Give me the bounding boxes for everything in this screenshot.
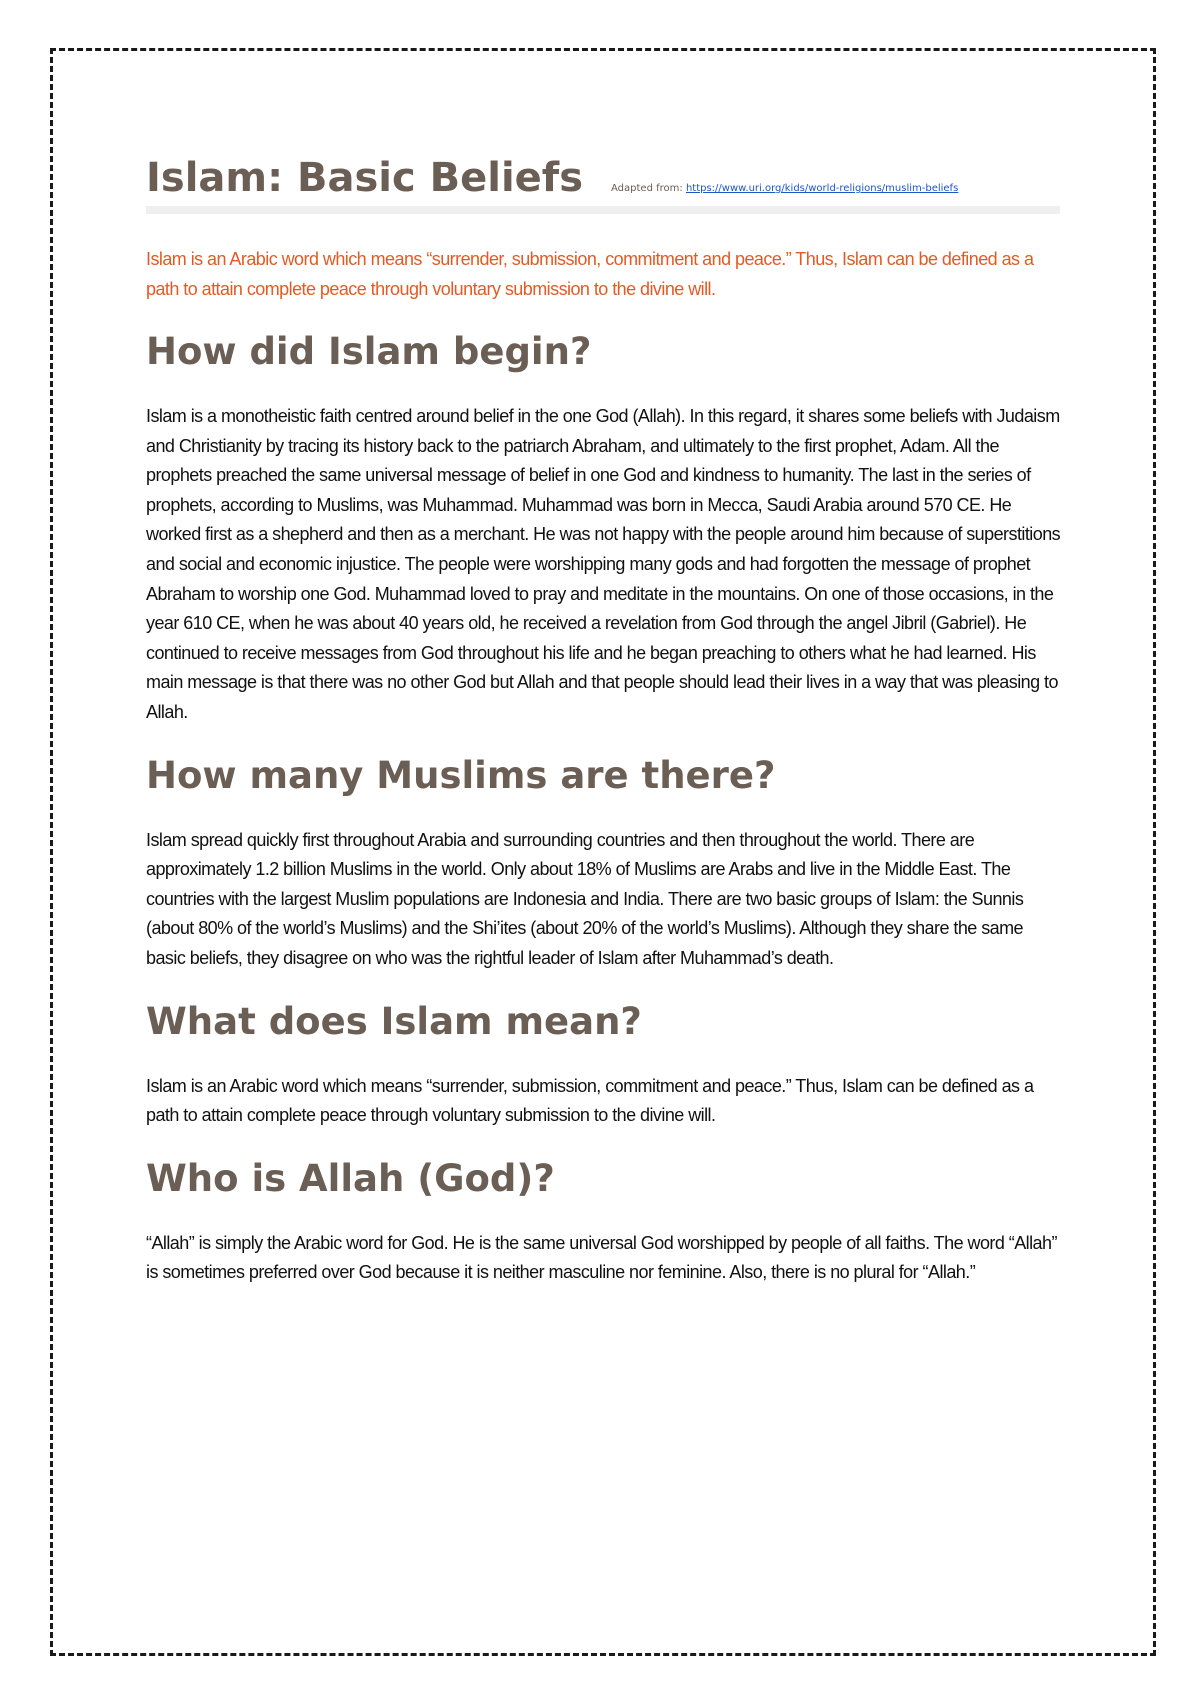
source-prefix: Adapted from:	[611, 183, 686, 194]
section-heading-how-did-islam-begin: How did Islam begin?	[146, 330, 592, 373]
section-heading-what-does-islam-mean: What does Islam mean?	[146, 999, 642, 1043]
source-note	[611, 182, 958, 202]
source-link[interactable]: https://www.uri.org/kids/world-religions/muslim-beliefs	[685, 183, 959, 194]
document-title: Islam: Basic Beliefs	[146, 155, 584, 201]
section-heading-how-many-muslims: How many Muslims are there?	[146, 753, 776, 797]
intro-paragraph: Islam is an Arabic word which means “surrender, submission, commitment and peace.” Thus, Islam can be defined as a path to attain complete peace through voluntary submission to the divine will.	[146, 249, 1034, 299]
section-heading-who-is-allah: Who is Allah (God)?	[146, 1156, 555, 1200]
section-text-how-did-islam-begin: Islam is a monotheistic faith centred around belief in the one God (Allah). In this regard, it shares some beliefs with Judaism and Christianity by tracing its history back to the patriarch Abraham, and ultimately to the first prophet, Adam. All the prophets preached the same universal message of belief in one God and kindness to humanity. The last in the series of prophets, according to Muslims, was Muhammad. Muhammad was born in Mecca, Saudi Arabia around 570 CE. He worked first as a shepherd and then as a merchant. He was not happy with the people around him because of superstitions and social and economic injustice. The people were worshipping many gods and had forgotten the message of prophet Abraham to worship one God. Muhammad loved to pray and meditate in the mountains. On one of those occasions, in the year 610 CE, when he was about 40 years old, he received a revelation from God through the angel Jibril (Gabriel). He continued to receive messages from God throughout his life and he began preaching to others what he had learned. His main message is that there was no other God but Allah and that people should lead their lives in a way that was pleasing to Allah.	[146, 406, 1061, 722]
section-text-who-is-allah: “Allah” is simply the Arabic word for God. He is the same universal God worshipped by people of all faiths. The word “Allah” is sometimes preferred over God because it is neither masculine nor feminine. Also, there is no plural for “Allah.”	[146, 1232, 1057, 1283]
section-text-what-does-islam-mean: Islam is an Arabic word which means “surrender, submission, commitment and peace.” Thus, Islam can be defined as a path to attain complete peace through voluntary submission to the divine will.	[146, 1075, 1034, 1126]
document-content	[146, 150, 1064, 1288]
section-text-how-many-muslims: Islam spread quickly first throughout Arabia and surrounding countries and then throughout the world. There are approximately 1.2 billion Muslims in the world. Only about 18% of Muslims are Arabs and live in the Middle East. The countries with the largest Muslim populations are Indonesia and India. There are two basic groups of Islam: the Sunnis (about 80% of the world’s Muslims) and the Shi’ites (about 20% of the world’s Muslims). Although they share the same basic beliefs, they disagree on who was the rightful leader of Islam after Muhammad’s death.	[146, 829, 1024, 968]
title-row	[146, 150, 1064, 202]
title-divider	[146, 206, 1060, 214]
